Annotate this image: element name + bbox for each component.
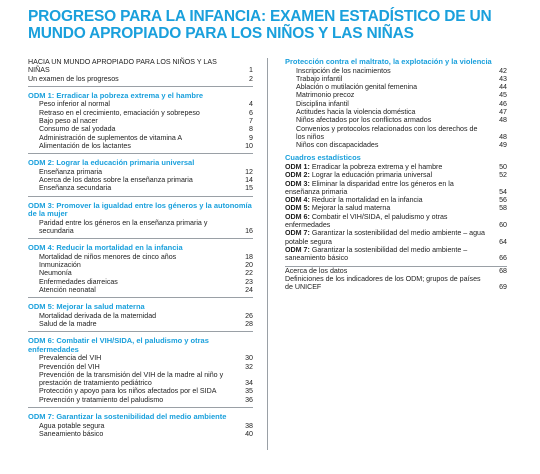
toc-entry-title: Reducir la mortalidad en la infancia [311, 196, 423, 205]
toc-entry-title: Enfermedades diarreicas [39, 277, 118, 286]
toc-page-number: 45 [499, 91, 507, 100]
toc-entry-text [296, 108, 493, 116]
toc-right-column [285, 58, 507, 291]
toc-entry-title: Trabajo infantil [296, 74, 343, 83]
toc-entry-text [39, 142, 239, 150]
toc-entry-text [39, 168, 239, 176]
toc-entry[interactable] [285, 213, 507, 230]
toc-entry[interactable] [28, 109, 253, 117]
toc-entry[interactable] [28, 430, 253, 438]
toc-entry-title: Combatir el VIH/SIDA, el paludismo y otras enfermedades [285, 212, 448, 230]
toc-entry[interactable] [285, 180, 507, 197]
toc-entry[interactable] [285, 91, 507, 99]
toc-entry-title: Neumonía [39, 269, 72, 278]
toc-entry-text [39, 371, 239, 388]
toc-entry[interactable] [28, 320, 253, 328]
section-heading: Cuadros estadísticos [285, 153, 361, 163]
toc-entry-title: Bajo peso al nacer [39, 116, 98, 125]
toc-entry-title: Atención neonatal [39, 285, 96, 294]
toc-page-number: 35 [245, 387, 253, 396]
toc-entry-label: ODM 3: [285, 179, 310, 188]
toc-page-number: 12 [245, 167, 253, 176]
toc-entry-title: Retraso en el crecimiento, emaciación y sobrepeso [39, 108, 200, 117]
toc-entry[interactable] [285, 116, 507, 124]
toc-entry-title: Enseñanza primaria [39, 167, 103, 176]
toc-entry[interactable] [28, 100, 253, 108]
section-divider [28, 238, 253, 239]
toc-entry-title: Niños con discapacidades [296, 141, 379, 150]
section-divider [28, 86, 253, 87]
toc-page-number: 15 [245, 184, 253, 193]
toc-entry-title: Administración de suplementos de vitamina A [39, 133, 183, 142]
toc-entry[interactable] [285, 100, 507, 108]
toc-entry[interactable] [28, 286, 253, 294]
toc-page-number: 50 [499, 162, 507, 171]
toc-entry[interactable] [28, 75, 253, 83]
toc-entry-text [39, 100, 239, 108]
toc-page-number: 64 [499, 237, 507, 246]
toc-entry-text [39, 125, 239, 133]
section-divider [28, 196, 253, 197]
toc-page-number: 58 [499, 204, 507, 213]
section-divider [28, 153, 253, 154]
toc-entry-label: ODM 7: [285, 229, 310, 238]
section-heading: ODM 7: Garantizar la sostenibilidad del medio ambiente [28, 412, 227, 422]
section-heading: ODM 6: Combatir el VIH/SIDA, el paludismo y otras enfermedades [28, 336, 209, 354]
toc-page-number: 28 [245, 319, 253, 328]
toc-left-column [28, 58, 253, 438]
toc-entry[interactable] [28, 396, 253, 404]
toc-page-number: 30 [245, 354, 253, 363]
section-divider [28, 331, 253, 332]
toc-entry[interactable] [285, 229, 507, 246]
toc-entry-title: Prevención del VIH [39, 362, 100, 371]
toc-page-number: 66 [499, 254, 507, 263]
toc-page-number: 69 [499, 283, 507, 292]
toc-entry-text [296, 83, 493, 91]
toc-entry-title: Protección y apoyo para los niños afectados por el SIDA [39, 387, 217, 396]
toc-entry-text [39, 312, 239, 320]
toc-entry-title: Garantizar la sostenibilidad del medio ambiente – saneamiento básico [285, 245, 468, 263]
toc-entry[interactable] [28, 58, 253, 75]
toc-entry-text [28, 75, 239, 83]
toc-entry-text [39, 219, 239, 236]
toc-entry-title: Mortalidad derivada de la maternidad [39, 311, 157, 320]
toc-entry[interactable] [28, 312, 253, 320]
toc-page-number: 6 [249, 108, 253, 117]
toc-page-number: 20 [245, 260, 253, 269]
toc-entry-text [39, 320, 239, 328]
toc-entry[interactable] [28, 134, 253, 142]
toc-entry-title: Mejorar la salud materna [311, 204, 391, 213]
toc-page-number: 10 [245, 141, 253, 150]
toc-page-number: 16 [245, 226, 253, 235]
toc-entry[interactable] [28, 261, 253, 269]
toc-entry-title: Prevención y tratamiento del paludismo [39, 395, 164, 404]
section-heading: ODM 2: Lograr la educación primaria universal [28, 158, 195, 168]
toc-entry-label: ODM 6: [285, 212, 310, 221]
toc-entry-text [296, 141, 493, 149]
toc-entry-text [285, 213, 493, 230]
toc-entry-text [39, 253, 239, 261]
toc-entry[interactable] [28, 387, 253, 395]
toc-entry[interactable] [28, 184, 253, 192]
toc-entry[interactable] [28, 278, 253, 286]
toc-entry-title: Disciplina infantil [296, 99, 349, 108]
toc-page-number: 43 [499, 74, 507, 83]
toc-entry-title: Niños afectados por los conflictos armados [296, 116, 432, 125]
toc-entry-title: Prevención de la transmisión del VIH de la madre al niño y prestación de tratamiento pediátrico [39, 370, 224, 388]
toc-page-number: 47 [499, 107, 507, 116]
toc-page-number: 23 [245, 277, 253, 286]
toc-entry-title: Erradicar la pobreza extrema y el hambre [311, 162, 443, 171]
toc-entry-text [285, 267, 493, 275]
toc-entry[interactable] [285, 125, 507, 142]
toc-page-number: 60 [499, 221, 507, 230]
toc-entry-title: Convenios y protocolos relacionados con los derechos de los niños [296, 124, 478, 141]
toc-entry[interactable] [28, 168, 253, 176]
toc-entry-title: Inscripción de los nacimientos [296, 66, 391, 75]
toc-page-number: 26 [245, 311, 253, 320]
column-divider [267, 58, 268, 450]
section-heading: ODM 3: Promover la igualdad entre los géneros y la autonomía de la mujer [28, 200, 252, 219]
toc-page-number: 24 [245, 285, 253, 294]
page-title: PROGRESO PARA LA INFANCIA: EXAMEN ESTADÍSTICO DE UN MUNDO APROPIADO PARA LOS NIÑOS Y LAS NIÑAS [28, 8, 492, 42]
toc-entry[interactable] [285, 141, 507, 149]
toc-entry[interactable] [285, 108, 507, 116]
toc-entry-title: Un examen de los progresos [28, 74, 119, 83]
toc-page-number: 68 [499, 266, 507, 275]
section-heading: ODM 4: Reducir la mortalidad en la infancia [28, 243, 183, 253]
toc-entry[interactable] [28, 363, 253, 371]
toc-page-number: 8 [249, 125, 253, 134]
toc-page-number: 52 [499, 171, 507, 180]
toc-entry-title: Saneamiento básico [39, 429, 104, 438]
toc-page-number: 36 [245, 395, 253, 404]
toc-entry[interactable] [28, 142, 253, 150]
toc-entry-title: Actitudes hacia la violencia doméstica [296, 107, 416, 116]
toc-entry-text [296, 100, 493, 108]
toc-entry[interactable] [285, 246, 507, 263]
toc-entry-title: Acerca de los datos sobre la enseñanza primaria [39, 175, 193, 184]
toc-page-number: 40 [245, 429, 253, 438]
toc-entry-text [39, 354, 239, 362]
section-heading: ODM 5: Mejorar la salud materna [28, 302, 145, 312]
toc-entry-title: Peso inferior al normal [39, 100, 110, 109]
toc-entry[interactable] [285, 267, 507, 275]
toc-entry[interactable] [285, 275, 507, 292]
toc-entry-text [39, 134, 239, 142]
toc-entry-text [285, 204, 493, 212]
toc-entry-text [296, 116, 493, 124]
toc-page-number: 48 [499, 132, 507, 141]
toc-entry-title: Salud de la madre [39, 319, 97, 328]
toc-entry-label: ODM 2: [285, 171, 310, 180]
toc-entry-text [285, 163, 493, 171]
toc-entry[interactable] [285, 204, 507, 212]
toc-page-number: 14 [245, 175, 253, 184]
toc-entry-label: ODM 5: [285, 204, 310, 213]
toc-entry-text [39, 286, 239, 294]
toc-page-number: 1 [249, 66, 253, 75]
toc-entry-text [39, 184, 239, 192]
toc-entry-text [285, 246, 493, 263]
section-divider [28, 407, 253, 408]
toc-entry-text [296, 75, 493, 83]
toc-entry-text [39, 430, 239, 438]
toc-entry-label: ODM 4: [285, 196, 310, 205]
toc-page-number: 2 [249, 74, 253, 83]
toc-entry-title: Lograr la educación primaria universal [311, 171, 433, 180]
toc-page-number: 7 [249, 116, 253, 125]
toc-entry-title: Alimentación de los lactantes [39, 141, 131, 150]
toc-entry-title: HACIA UN MUNDO APROPIADO PARA LOS NIÑOS Y LAS NIÑAS [28, 58, 217, 75]
toc-entry-text [285, 171, 493, 179]
toc-entry-text [28, 58, 239, 75]
toc-entry-title: Prevalencia del VIH [39, 354, 102, 363]
toc-entry-text [285, 180, 493, 197]
toc-page-number: 48 [499, 116, 507, 125]
toc-entry[interactable] [28, 354, 253, 362]
toc-page-number: 54 [499, 187, 507, 196]
toc-page-number: 4 [249, 100, 253, 109]
toc-entry-text [39, 422, 239, 430]
toc-page-number: 9 [249, 133, 253, 142]
toc-entry-title: Matrimonio precoz [296, 91, 355, 100]
toc-entry-text [285, 196, 493, 204]
toc-entry-title: Paridad entre los géneros en la enseñanza primaria y secundaria [39, 218, 208, 235]
toc-entry-text [296, 125, 493, 142]
toc-entry[interactable] [285, 83, 507, 91]
toc-entry-title: Ablación o mutilación genital femenina [296, 83, 418, 92]
toc-entry-title: Mortalidad de niños menores de cinco años [39, 252, 177, 261]
toc-page-number: 18 [245, 252, 253, 261]
toc-entry-title: Consumo de sal yodada [39, 125, 116, 134]
toc-entry-title: Enseñanza secundaria [39, 184, 112, 193]
toc-entry[interactable] [285, 163, 507, 171]
toc-entry-text [39, 269, 239, 277]
toc-entry-text [39, 117, 239, 125]
toc-page-number: 56 [499, 196, 507, 205]
toc-page-number: 42 [499, 66, 507, 75]
toc-entry-title: Definiciones de los indicadores de los ODM; grupos de países de UNICEF [285, 274, 481, 292]
toc-entry[interactable] [285, 196, 507, 204]
toc-entry-label: ODM 7: [285, 245, 310, 254]
toc-entry[interactable] [285, 171, 507, 179]
toc-entry-title: Eliminar la disparidad entre los géneros en la enseñanza primaria [285, 179, 454, 196]
toc-entry-title: Agua potable segura [39, 421, 105, 430]
toc-page-number: 32 [245, 362, 253, 371]
toc-page-number: 34 [245, 379, 253, 388]
section-divider [28, 297, 253, 298]
toc-entry-text [39, 261, 239, 269]
toc-page-number: 46 [499, 99, 507, 108]
toc-entry[interactable] [28, 219, 253, 236]
toc-entry[interactable] [28, 422, 253, 430]
toc-entry-title: Inmunización [39, 260, 81, 269]
toc-entry-text [39, 109, 239, 117]
toc-page-number: 22 [245, 269, 253, 278]
toc-entry[interactable] [28, 125, 253, 133]
toc-entry[interactable] [28, 253, 253, 261]
toc-entry-text [39, 396, 239, 404]
toc-entry[interactable] [285, 75, 507, 83]
section-heading: ODM 1: Erradicar la pobreza extrema y el hambre [28, 90, 204, 100]
section-heading: Protección contra el maltrato, la explotación y la violencia [285, 57, 492, 66]
toc-entry-text [285, 275, 493, 292]
toc-entry-title: Garantizar la sostenibilidad del medio ambiente – agua potable segura [285, 229, 485, 246]
toc-entry[interactable] [28, 117, 253, 125]
toc-page-number: 44 [499, 83, 507, 92]
toc-entry-text [285, 229, 493, 246]
toc-entry-label: ODM 1: [285, 162, 310, 171]
toc-entry[interactable] [28, 371, 253, 388]
toc-entry-text [296, 91, 493, 99]
toc-entry-title: Acerca de los datos [285, 266, 348, 275]
toc-entry[interactable] [285, 67, 507, 75]
toc-entry-text [296, 67, 493, 75]
toc-entry[interactable] [28, 176, 253, 184]
toc-page-number: 38 [245, 421, 253, 430]
toc-entry-text [39, 363, 239, 371]
toc-entry[interactable] [28, 269, 253, 277]
toc-page-number: 49 [499, 141, 507, 150]
toc-entry-text [39, 176, 239, 184]
toc-entry-text [39, 387, 239, 395]
toc-entry-text [39, 278, 239, 286]
